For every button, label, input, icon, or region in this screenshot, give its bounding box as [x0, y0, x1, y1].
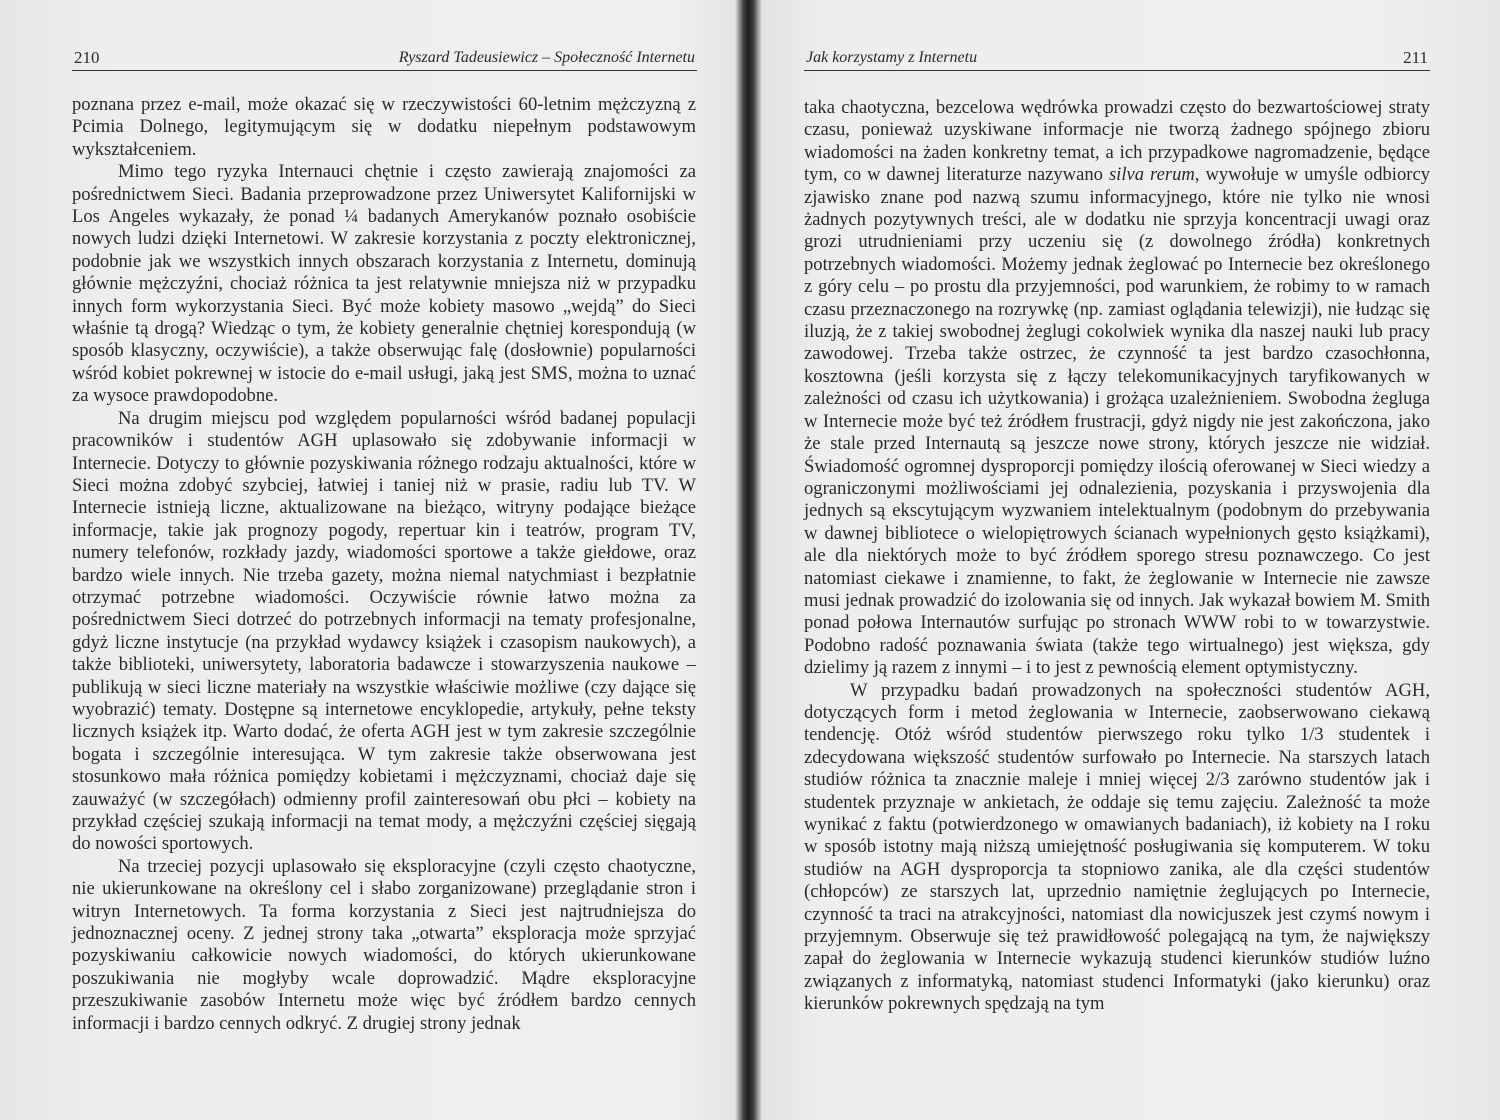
left-page [0, 0, 748, 1120]
paragraph: W przypadku badań prowadzonych na społeczności studentów AGH, dotyczących form i metod żeglowania w Internecie, zaobserwowano ciekawą tendencję. Otóż wśród studentów pierwszego roku tylko 1/3 studentek i zdecydowana większość studentów surfowało po Internecie. Na starszych latach studiów różnica ta znacznie maleje i mniej więcej 2/3 zarówno studentów jak i studentek przyznaje w ankietach, że oddaje się temu zajęciu. Zależność ta może wynikać z faktu (potwierdzonego w omawianych badaniach), iż kobiety na I roku w sposób istotny mają niższą umiejętność posługiwania się komputerem. W toku studiów na AGH dysproporcja ta stopniowo zanika, ale dla części studentów (chłopców) ze starszych lat, uprzednio namiętnie żeglujących po Internecie, czynność ta traci na atrakcyjności, natomiast dla nowicjuszek jest czymś nowym i przyjemnym. Obserwuje się też prawidłowość polegającą na tym, że największy zapał do żeglowania w Internecie wykazują studenci kierunków studiów luźno związanych z informatyką, natomiast studenci Informatyki (jako kierunku) oraz kierunków pokrewnych spędzają na tym [804, 679, 1430, 1015]
running-head: Jak korzystamy z Internetu [806, 49, 978, 66]
page-number: 210 [74, 48, 100, 67]
paragraph-text: , wywołuje w umyśle odbiorcy zjawisko znane pod nazwą szumu informacyjnego, które nie tylko nie wnosi żadnych pozytywnych treści, ale w dodatku nie sprzyja koncentracji uwagi oraz grozi utrudnieniami przy uczeniu się (z dowolnego źródła) konkretnych potrzebnych wiadomości. Możemy jednak żeglować po Internecie bez określonego z góry celu – po prostu dla przyjemności, pod warunkiem, że robimy to w ramach czasu przeznaczonego na rozrywkę (np. zamiast oglądania telewizji), nie łudząc się iluzją, że z takiej swobodnej żeglugi cokolwiek wynika dla naszej nauki lub pracy zawodowej. Trzeba także ostrzec, że czynność ta jest bardzo czasochłonna, kosztowna (jeśli korzysta się z łączy telekomunikacyjnych taryfikowanych w zależności od czasu ich użytkowania) i grożąca uzależnieniem. Swobodna żegluga w Internecie może być też źródłem frustracji, gdyż nigdy nie jest zakończona, jako że stale przed Internautą są jeszcze nowe strony, których jeszcze nie widział. Świadomość ogromnej dysproporcji pomiędzy ilością oferowanej w Sieci wiedzy a ograniczonymi możliwościami jej odnalezienia, pozyskania i przyswojenia dla jednych są ekscytującym wyzwaniem intelektualnym (podobnym do przebywania w dawnej bibliotece o wielopiętrowych ścianach wypełnionych gęsto książkami), ale dla niektórych może to być źródłem sporego stresu poznawczego. Co jest natomiast ciekawe i znamienne, to fakt, że żeglowanie w Internecie nie zawsze musi jednak prowadzić do izolowania się od innych. Jak wykazał bowiem M. Smith ponad połowa Internautów surfując po stronach WWW robi to w towarzystwie. Podobno radość poznawania świata (także tego wirtualnego) jest większa, gdy dzielimy ją razem z innymi – i to jest z pewnością element optymistyczny. [804, 164, 1430, 679]
paragraph [804, 97, 1430, 680]
paragraph: Mimo tego ryzyka Internauci chętnie i często zawierają znajomości za pośrednictwem Sieci. Badania przeprowadzone przez Uniwersytet Kalifornijski w Los Angeles wykazały, że ponad ¼ badanych Amerykanów poznało osobiście nowych ludzi dzięki Internetowi. W zakresie korzystania z poczty elektronicznej, podobnie jak we wszystkich innych obszarach korzystania z Internetu, dominują głównie mężczyźni, chociaż różnica ta jest relatywnie mniejsza niż w przypadku innych form wykorzystania Sieci. Być może kobiety masowo „wejdą” do Sieci właśnie tą drogą? Wiedząc o tym, że kobiety generalnie chętniej korespondują (w sposób klasyczny, oczywiście), a także obserwując falę (dosłownie) popularności wśród kobiet pokrewnej w istocie do e-mail usługi, jaką jest SMS, można to uznać za wysoce prawdopodobne. [72, 161, 696, 407]
italic-term: silva rerum [1108, 164, 1195, 186]
paragraph: Na drugim miejscu pod względem popularności wśród badanej populacji pracowników i studentów AGH uplasowało się zdobywanie informacji w Internecie. Dotyczy to głównie pozyskiwania różnego rodzaju aktualności, które w Sieci można zdobyć szybciej, łatwiej i taniej niż w prasie, radiu lub TV. W Internecie istnieją liczne, aktualizowane na bieżąco, witryny podające bieżące informacje, takie jak prognozy pogody, repertuar kin i teatrów, program TV, numery telefonów, rozkłady jazdy, wiadomości sportowe a także giełdowe, oraz bardzo wiele innych. Nie trzeba gazety, można niemal natychmiast i bezpłatnie otrzymać potrzebne wiadomości. Oczywiście równie łatwo można za pośrednictwem Sieci dotrzeć do potrzebnych informacji na tematy profesjonalne, gdyż liczne instytucje (na przykład wydawcy książek i czasopism naukowych), a także biblioteki, uniwersytety, laboratoria badawcze i stowarzyszenia naukowe – publikują w sieci liczne materiały na wszystkie właściwie możliwe (czy dające się wyobrazić) tematy. Dostępne są internetowe encyklopedie, artykuły, pełne teksty licznych książek itp. Warto dodać, że oferta AGH jest w tym zakresie szczególnie bogata i szczególnie interesująca. W tym zakresie także obserwowana jest stosunkowo mała różnica pomiędzy kobietami i mężczyznami, chociaż daje się zauważyć (w szczegółach) odmienny profil zainteresowań obu płci – kobiety na przykład częściej szukają informacji na temat mody, a mężczyźni częściej sięgają do nowości sportowych. [72, 407, 696, 855]
left-page-body [72, 94, 696, 1035]
page-number: 211 [1403, 48, 1428, 67]
right-page [752, 0, 1500, 1120]
paragraph: Na trzeciej pozycji uplasowało się eksploracyjne (czyli często chaotyczne, nie ukierunkowane na określony cel i słabo zorganizowane) przeglądanie stron i witryn Internetowych. Ta forma korzystania z Sieci jest najtrudniejsza do jednoznacznej oceny. Z jednej strony taka „otwarta” eksploracja może sprzyjać pozyskiwaniu całkowicie nowych wiadomości, do których ukierunkowane poszukiwania nie mogłyby wcale doprowadzić. Mądre eksploracyjne przeszukiwanie zasobów Internetu może więc być źródłem bardzo cennych informacji i bardzo cennych odkryć. Z drugiej strony jednak [72, 855, 696, 1034]
running-head: Ryszard Tadeusiewicz – Społeczność Internetu [398, 49, 695, 66]
paragraph: poznana przez e-mail, może okazać się w rzeczywistości 60-letnim mężczyzną z Pcimia Dolnego, legitymującym się w dodatku niepełnym podstawowym wykształceniem. [72, 94, 696, 160]
left-running-header [72, 46, 697, 71]
right-page-body [804, 97, 1430, 1016]
right-running-header [804, 46, 1430, 71]
paragraph-text: taka chaotyczna, bezcelowa wędrówka prowadzi często do bezwartościowej straty czasu, ponieważ uzyskiwane informacje nie tworzą żadnego spójnego zbioru wiadomości na żaden konkretny temat, a ich przypadkowe nagromadzenie, będące tym, co w dawnej literaturze nazywano [804, 97, 1430, 186]
